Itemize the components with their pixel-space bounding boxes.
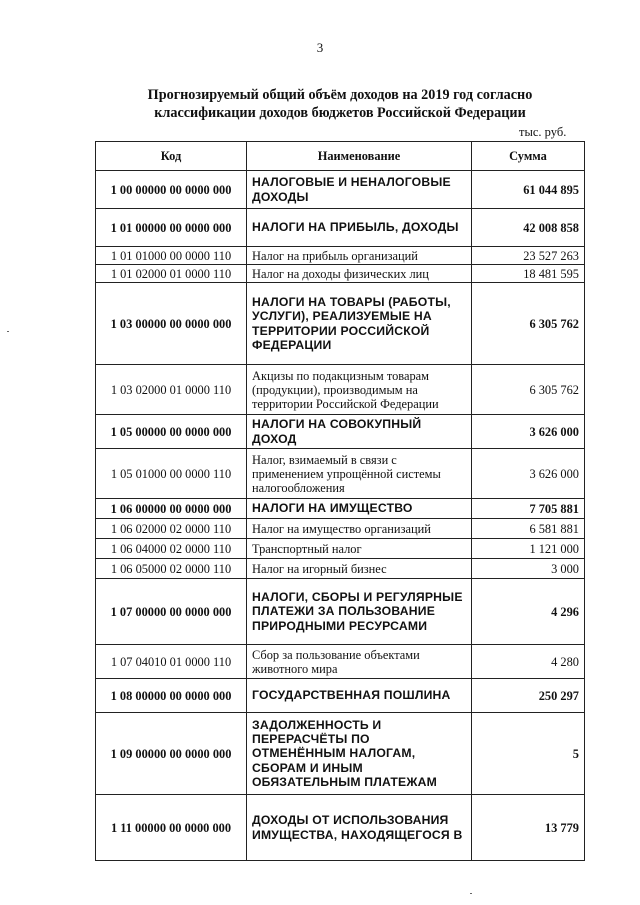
cell-code: 1 05 00000 00 0000 000 — [96, 415, 247, 449]
title-line-1: Прогнозируемый общий объём доходов на 2019 год согласно — [147, 87, 533, 103]
cell-sum: 5 — [472, 713, 585, 795]
scan-mark — [470, 893, 472, 894]
table-row — [96, 795, 585, 861]
table-header-row — [96, 142, 585, 171]
cell-code: 1 00 00000 00 0000 000 — [96, 171, 247, 209]
units-label: тыс. руб. — [519, 125, 567, 139]
table-row — [96, 519, 585, 539]
scan-mark — [7, 331, 9, 332]
cell-name: НАЛОГИ НА ПРИБЫЛЬ, ДОХОДЫ — [247, 209, 472, 247]
cell-sum: 6 305 762 — [472, 283, 585, 365]
cell-code: 1 03 00000 00 0000 000 — [96, 283, 247, 365]
table-row — [96, 559, 585, 579]
table-row — [96, 365, 585, 415]
cell-sum: 13 779 — [472, 795, 585, 861]
cell-name: НАЛОГИ, СБОРЫ И РЕГУЛЯРНЫЕ ПЛАТЕЖИ ЗА ПОЛЬЗОВАНИЕ ПРИРОДНЫМИ РЕСУРСАМИ — [247, 579, 472, 645]
cell-sum: 7 705 881 — [472, 499, 585, 519]
table-row — [96, 449, 585, 499]
cell-sum: 6 581 881 — [472, 519, 585, 539]
cell-name: Транспортный налог — [247, 539, 472, 559]
title-line-2: классификации доходов бюджетов Российской Федерации — [154, 105, 526, 121]
table-row — [96, 209, 585, 247]
cell-sum: 250 297 — [472, 679, 585, 713]
cell-code: 1 06 00000 00 0000 000 — [96, 499, 247, 519]
revenue-table — [95, 141, 585, 861]
cell-sum: 4 280 — [472, 645, 585, 679]
cell-code: 1 07 04010 01 0000 110 — [96, 645, 247, 679]
table-row — [96, 679, 585, 713]
table-row — [96, 713, 585, 795]
cell-name: Сбор за пользование объектами животного мира — [247, 645, 472, 679]
header-code: Код — [96, 142, 247, 171]
cell-name: Налог на доходы физических лиц — [247, 265, 472, 283]
cell-name: Налог на имущество организаций — [247, 519, 472, 539]
cell-name: ЗАДОЛЖЕННОСТЬ И ПЕРЕРАСЧЁТЫ ПО ОТМЕНЁННЫМ НАЛОГАМ, СБОРАМ И ИНЫМ ОБЯЗАТЕЛЬНЫМ ПЛАТЕЖАМ — [247, 713, 472, 795]
cell-sum: 3 626 000 — [472, 449, 585, 499]
cell-name: НАЛОГИ НА ИМУЩЕСТВО — [247, 499, 472, 519]
table-row — [96, 171, 585, 209]
cell-code: 1 01 02000 01 0000 110 — [96, 265, 247, 283]
cell-code: 1 07 00000 00 0000 000 — [96, 579, 247, 645]
cell-name: НАЛОГИ НА СОВОКУПНЫЙ ДОХОД — [247, 415, 472, 449]
table-body — [96, 171, 585, 861]
cell-name: ГОСУДАРСТВЕННАЯ ПОШЛИНА — [247, 679, 472, 713]
table-row — [96, 415, 585, 449]
table-row — [96, 247, 585, 265]
header-sum: Сумма — [472, 142, 585, 171]
cell-name: НАЛОГОВЫЕ И НЕНАЛОГОВЫЕ ДОХОДЫ — [247, 171, 472, 209]
table-row — [96, 265, 585, 283]
cell-sum: 3 626 000 — [472, 415, 585, 449]
cell-name: НАЛОГИ НА ТОВАРЫ (РАБОТЫ, УСЛУГИ), РЕАЛИЗУЕМЫЕ НА ТЕРРИТОРИИ РОССИЙСКОЙ ФЕДЕРАЦИИ — [247, 283, 472, 365]
header-name: Наименование — [247, 142, 472, 171]
cell-name: Налог, взимаемый в связи с применением упрощённой системы налогообложения — [247, 449, 472, 499]
cell-sum: 4 296 — [472, 579, 585, 645]
cell-sum: 61 044 895 — [472, 171, 585, 209]
cell-code: 1 01 01000 00 0000 110 — [96, 247, 247, 265]
cell-code: 1 01 00000 00 0000 000 — [96, 209, 247, 247]
table-row — [96, 499, 585, 519]
cell-code: 1 06 05000 02 0000 110 — [96, 559, 247, 579]
cell-sum: 23 527 263 — [472, 247, 585, 265]
cell-code: 1 05 01000 00 0000 110 — [96, 449, 247, 499]
cell-sum: 3 000 — [472, 559, 585, 579]
page-number: 3 — [316, 40, 324, 55]
document-title — [60, 86, 620, 122]
table-row — [96, 283, 585, 365]
table-row — [96, 539, 585, 559]
cell-code: 1 08 00000 00 0000 000 — [96, 679, 247, 713]
cell-name: Налог на игорный бизнес — [247, 559, 472, 579]
table-row — [96, 579, 585, 645]
cell-name: Акцизы по подакцизным товарам (продукции), производимым на территории Российской Федерации — [247, 365, 472, 415]
cell-code: 1 09 00000 00 0000 000 — [96, 713, 247, 795]
cell-code: 1 06 04000 02 0000 110 — [96, 539, 247, 559]
cell-sum: 42 008 858 — [472, 209, 585, 247]
cell-code: 1 11 00000 00 0000 000 — [96, 795, 247, 861]
cell-name: Налог на прибыль организаций — [247, 247, 472, 265]
cell-sum: 18 481 595 — [472, 265, 585, 283]
table-row — [96, 645, 585, 679]
cell-sum: 6 305 762 — [472, 365, 585, 415]
cell-code: 1 03 02000 01 0000 110 — [96, 365, 247, 415]
cell-sum: 1 121 000 — [472, 539, 585, 559]
cell-code: 1 06 02000 02 0000 110 — [96, 519, 247, 539]
cell-name: ДОХОДЫ ОТ ИСПОЛЬЗОВАНИЯ ИМУЩЕСТВА, НАХОДЯЩЕГОСЯ В — [247, 795, 472, 861]
